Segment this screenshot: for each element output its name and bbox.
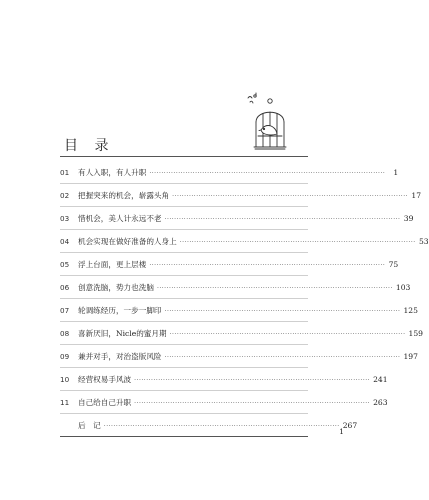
entry-title: 自己给自己升职 [78,397,132,407]
birdcage-icon [244,92,292,152]
entry-number: 11 [60,397,70,407]
leader-dots: ·································································································· [149,261,386,269]
entry-number: 04 [60,236,70,246]
toc-entry[interactable] [60,207,414,230]
leader-dots: ·································································································· [172,192,409,200]
entry-number: 01 [60,167,70,177]
leader-dots: ·································································································· [156,284,393,292]
toc-list [60,161,429,437]
entry-page: 17 [411,190,422,200]
toc-entry[interactable] [60,230,429,253]
toc-entry[interactable] [60,161,399,184]
entry-number: 06 [60,282,70,292]
entry-page: 125 [403,305,418,315]
entry-title: 后 记 [78,420,101,430]
entry-page: 103 [395,282,411,292]
leader-dots: ·································································································· [164,215,401,223]
toc-entry[interactable] [60,391,388,414]
toc-entry[interactable] [60,253,399,276]
entry-number: 03 [60,213,70,223]
entry-title: 轮调练经历，一步一脚印 [78,305,162,315]
entry-number: 07 [60,305,70,315]
leader-dots: ·································································································· [169,330,406,338]
entry-title: 经营权易手风波 [78,374,132,384]
page-number: 1 [339,427,344,436]
leader-dots: ·································································································· [164,307,401,315]
entry-title: 把握突来的机会，崭露头角 [78,190,170,200]
entry-page: 241 [373,374,388,384]
entry-page: 39 [403,213,414,223]
toc-entry[interactable] [60,368,388,391]
page-title: 目 录 [64,138,115,154]
entry-number: 05 [60,259,70,269]
entry-page: 75 [388,259,399,269]
entry-number: 09 [60,351,70,361]
toc-entry[interactable] [60,276,411,299]
toc-entry[interactable] [60,345,418,368]
entry-title: 有人入职，有人升职 [78,167,147,177]
toc-entry-afterword[interactable] [60,414,358,437]
entry-title: 创意洗脑，势力也洗脑 [78,282,154,292]
entry-page: 197 [403,351,418,361]
leader-dots: ·································································································· [164,353,401,361]
entry-number: 08 [60,328,70,338]
toc-entry[interactable] [60,322,424,345]
entry-page: 263 [373,397,388,407]
entry-title: 惜机会，美人计永远不老 [78,213,162,223]
leader-dots: ·································································································· [103,422,340,430]
entry-page: 159 [408,328,424,338]
leader-dots: ·································································································· [179,238,416,246]
entry-number: 10 [60,374,70,384]
leader-dots: ·································································································· [149,169,386,177]
entry-page: 267 [342,420,358,430]
entry-title: 浮上台面，更上层楼 [78,259,147,269]
title-divider [60,156,308,157]
entry-title: 兼并对手，对治盗版风险 [78,351,162,361]
toc-entry[interactable] [60,184,422,207]
toc-entry[interactable] [60,299,418,322]
leader-dots: ·································································································· [134,376,371,384]
entry-title: 喜新厌旧，Nicle的蜜月期 [78,328,167,338]
entry-number: 02 [60,190,70,200]
leader-dots: ·································································································· [134,399,371,407]
entry-page: 53 [418,236,429,246]
entry-title: 机会实现在做好准备的人身上 [78,236,177,246]
entry-page: 1 [393,167,399,177]
